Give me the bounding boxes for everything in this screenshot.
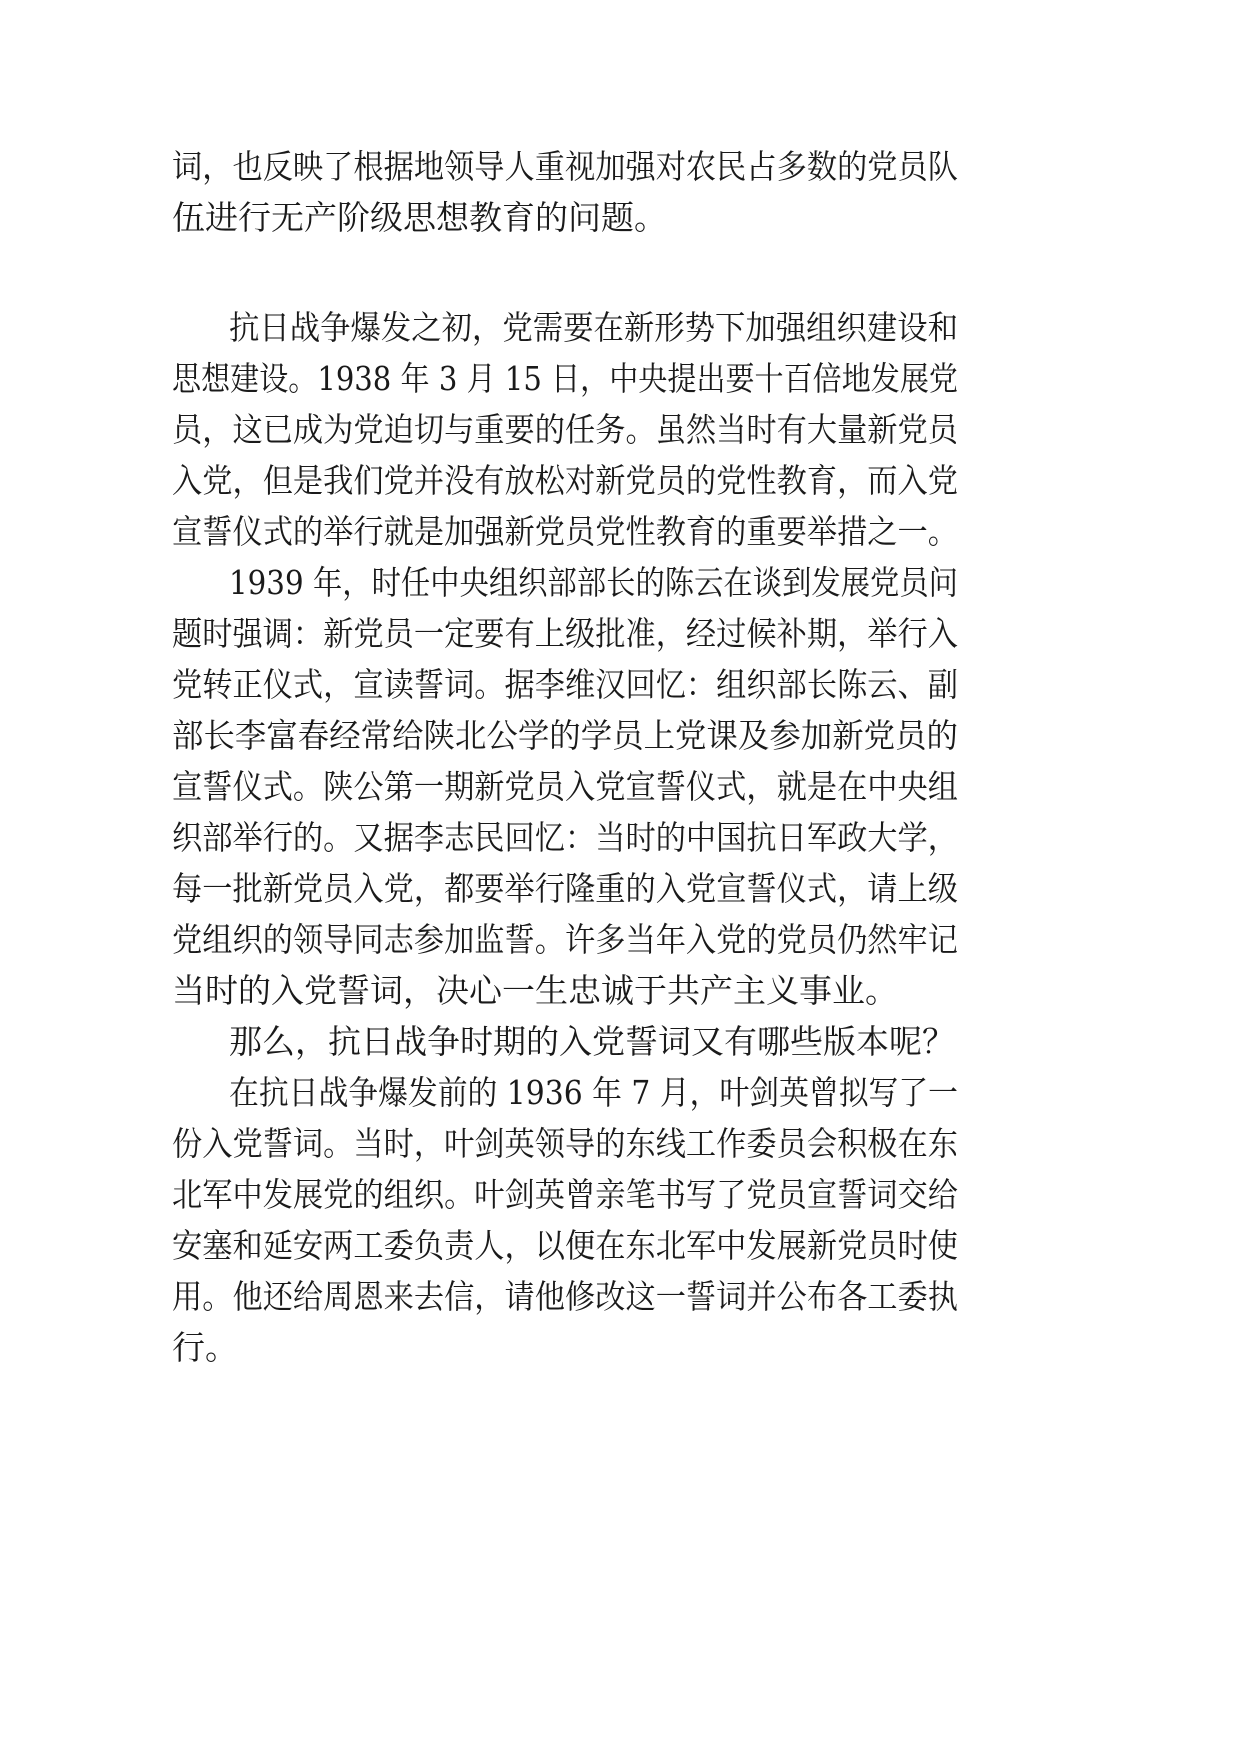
text-line — [0, 864, 1241, 914]
text-line — [0, 609, 1241, 659]
line-text: 1939 年，时任中央组织部部长的陈云在谈到发展党员问 — [229, 563, 958, 602]
line-text: 伍进行无产阶级思想教育的问题。 — [172, 198, 667, 237]
text-line — [0, 915, 1241, 965]
line-text: 入党，但是我们党并没有放松对新党员的党性教育，而入党 — [172, 461, 958, 500]
text-line — [0, 142, 1241, 192]
text-line — [0, 813, 1241, 863]
paragraph-first-line — [0, 303, 1241, 353]
text-line — [0, 456, 1241, 506]
line-text: 织部举行的。又据李志民回忆：当时的中国抗日军政大学， — [172, 818, 958, 857]
line-text: 当时的入党誓词，决心一生忠诚于共产主义事业。 — [172, 971, 898, 1010]
line-text: 员，这已成为党迫切与重要的任务。虽然当时有大量新党员 — [172, 410, 958, 449]
text-line — [0, 507, 1241, 557]
paragraph-first-line — [0, 1068, 1241, 1118]
line-text: 党组织的领导同志参加监誓。许多当年入党的党员仍然牢记 — [172, 920, 958, 959]
text-line — [0, 1323, 1241, 1373]
line-text: 份入党誓词。当时，叶剑英领导的东线工作委员会积极在东 — [172, 1124, 958, 1163]
text-line — [0, 660, 1241, 710]
text-line — [0, 193, 1241, 243]
text-line — [0, 1221, 1241, 1271]
paragraph-first-line — [0, 1017, 1241, 1067]
line-text: 部长李富春经常给陕北公学的学员上党课及参加新党员的 — [172, 716, 958, 755]
text-line — [0, 405, 1241, 455]
line-text: 用。他还给周恩来去信，请他修改这一誓词并公布各工委执 — [172, 1277, 958, 1316]
line-text: 在抗日战争爆发前的 1936 年 7 月，叶剑英曾拟写了一 — [229, 1073, 958, 1112]
line-text: 题时强调：新党员一定要有上级批准，经过候补期，举行入 — [172, 614, 958, 653]
text-line — [0, 711, 1241, 761]
text-line — [0, 354, 1241, 404]
line-text: 思想建设。1938 年 3 月 15 日，中央提出要十百倍地发展党 — [172, 359, 958, 398]
line-text: 行。 — [172, 1328, 238, 1367]
line-text: 词，也反映了根据地领导人重视加强对农民占多数的党员队 — [172, 147, 958, 186]
line-text: 党转正仪式，宣读誓词。据李维汉回忆：组织部长陈云、副 — [172, 665, 958, 704]
text-line — [0, 1119, 1241, 1169]
line-text: 宣誓仪式的举行就是加强新党员党性教育的重要举措之一。 — [172, 512, 958, 551]
text-line — [0, 1272, 1241, 1322]
line-text: 每一批新党员入党，都要举行隆重的入党宣誓仪式，请上级 — [172, 869, 958, 908]
line-text: 抗日战争爆发之初，党需要在新形势下加强组织建设和 — [229, 308, 958, 347]
text-line — [0, 1170, 1241, 1220]
line-text: 北军中发展党的组织。叶剑英曾亲笔书写了党员宣誓词交给 — [172, 1175, 958, 1214]
line-text: 那么，抗日战争时期的入党誓词又有哪些版本呢？ — [229, 1022, 955, 1061]
line-text: 安塞和延安两工委负责人，以便在东北军中发展新党员时使 — [172, 1226, 958, 1265]
paragraph-first-line — [0, 558, 1241, 608]
text-line — [0, 966, 1241, 1016]
line-text: 宣誓仪式。陕公第一期新党员入党宣誓仪式，就是在中央组 — [172, 767, 958, 806]
text-line — [0, 762, 1241, 812]
